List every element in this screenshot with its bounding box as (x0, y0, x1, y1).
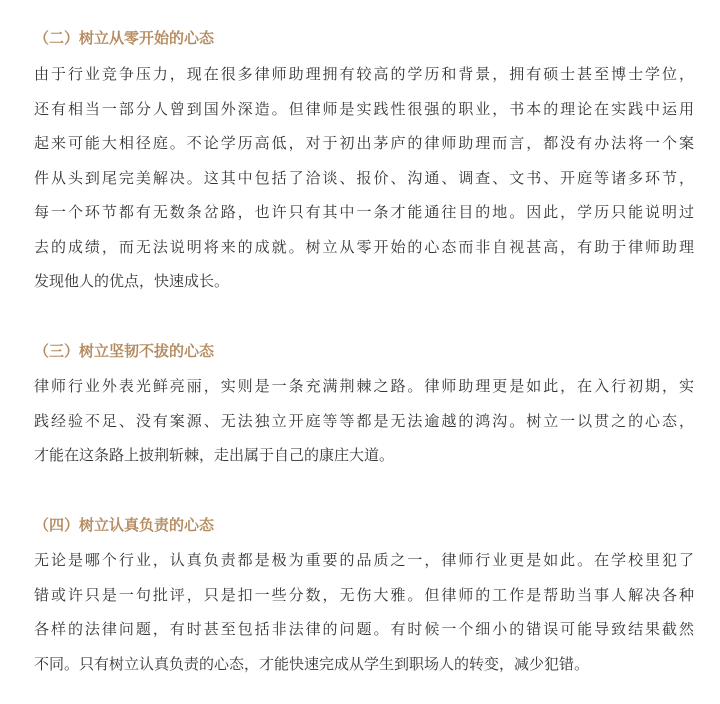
paragraph-line: 践经验不足、没有案源、无法独立开庭等等都是无法逾越的鸿沟。树立一以贯之的心态， (34, 411, 694, 430)
paragraph-line: 无论是哪个行业，认真负责都是极为重要的品质之一，律师行业更是如此。在学校里犯了 (34, 551, 694, 569)
paragraph-line: 还有相当一部分人曾到国外深造。但律师是实践性很强的职业，书本的理论在实践中运用 (34, 99, 694, 118)
section-paragraph (34, 62, 694, 304)
paragraph-line: 各样的法律问题，有时甚至包括非法律的问题。有时候一个细小的错误可能导致结果截然 (34, 620, 694, 638)
section-heading: （二）树立从零开始的心态 (34, 29, 215, 47)
section-paragraph (34, 548, 694, 686)
paragraph-line: 律师行业外表光鲜亮丽，实则是一条充满荆棘之路。律师助理更是如此，在入行初期，实 (34, 377, 694, 395)
paragraph-line: 发现他人的优点，快速成长。 (34, 272, 230, 290)
section-paragraph (34, 374, 694, 478)
section-heading: （四）树立认真负责的心态 (34, 516, 215, 534)
paragraph-line: 件从头到尾完美解决。这其中包括了洽谈、报价、沟通、调查、文书、开庭等诸多环节， (34, 168, 694, 187)
paragraph-line: 由于行业竞争压力，现在很多律师助理拥有较高的学历和背景，拥有硕士甚至博士学位， (34, 65, 694, 83)
paragraph-line: 才能在这条路上披荆斩棘，走出属于自己的康庄大道。 (34, 446, 395, 464)
section-heading: （三）树立坚韧不拔的心态 (34, 342, 215, 360)
paragraph-line: 错或许只是一句批评，只是扣一些分数，无伤大雅。但律师的工作是帮助当事人解决各种 (34, 585, 694, 604)
paragraph-line: 不同。只有树立认真负责的心态，才能快速完成从学生到职场人的转变，减少犯错。 (34, 654, 590, 673)
paragraph-line: 起来可能大相径庭。不论学历高低，对于初出茅庐的律师助理而言，都没有办法将一个案 (34, 134, 694, 152)
paragraph-line: 去的成绩，而无法说明将来的成就。树立从零开始的心态而非自视甚高，有助于律师助理 (34, 237, 694, 256)
paragraph-line: 每一个环节都有无数条岔路，也许只有其中一条才能通往目的地。因此，学历只能说明过 (34, 203, 694, 221)
